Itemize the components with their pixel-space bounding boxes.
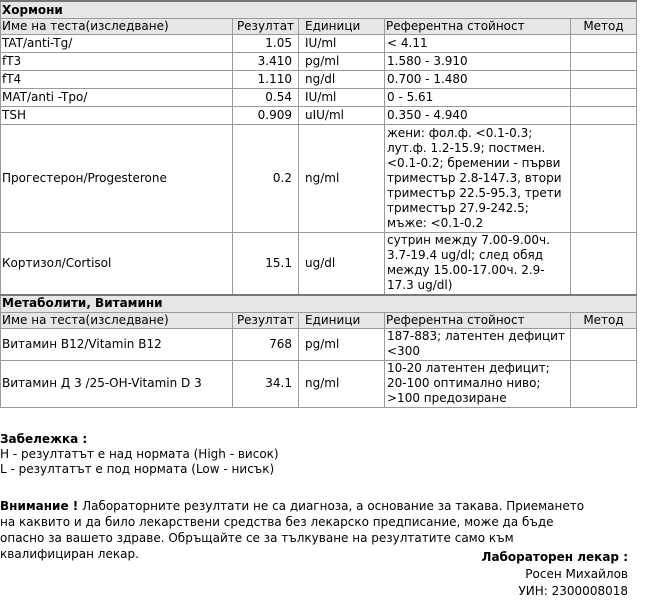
table-row <box>1 71 637 89</box>
note-block <box>0 432 640 477</box>
test-unit: pg/ml <box>299 53 385 71</box>
test-reference: 0.350 - 4.940 <box>385 107 571 125</box>
col-header-name: Име на теста(изследване) <box>1 312 233 328</box>
table-row <box>1 360 637 407</box>
test-result: 3.410 <box>233 53 299 71</box>
test-name: TSH <box>1 107 233 125</box>
test-method <box>571 233 637 295</box>
test-unit: IU/ml <box>299 35 385 53</box>
test-reference: 0.700 - 1.480 <box>385 71 571 89</box>
table-row <box>1 53 637 71</box>
test-unit: uIU/ml <box>299 107 385 125</box>
test-reference: < 4.11 <box>385 35 571 53</box>
test-result: 0.54 <box>233 89 299 107</box>
test-method <box>571 89 637 107</box>
test-name: fT3 <box>1 53 233 71</box>
note-low: L - резултатът е под нормата (Low - нисък) <box>0 462 275 476</box>
note-high: H - резултатът е над нормата (High - висок) <box>0 447 279 461</box>
table-row <box>1 125 637 233</box>
test-name: MAT/anti -Tpo/ <box>1 89 233 107</box>
test-unit: ng/ml <box>299 360 385 407</box>
test-result: 0.2 <box>233 125 299 233</box>
test-name: Кортизол/Cortisol <box>1 233 233 295</box>
section-title: Хормони <box>1 1 637 19</box>
test-reference: 187-883; латентен дефицит <300 <box>385 328 571 360</box>
col-header-unit: Единици <box>299 19 385 35</box>
col-header-ref: Референтна стойност <box>385 19 571 35</box>
test-unit: ng/ml <box>299 125 385 233</box>
test-result: 768 <box>233 328 299 360</box>
test-reference: 0 - 5.61 <box>385 89 571 107</box>
test-reference: сутрин между 7.00-9.00ч. 3.7-19.4 ug/dl; след обяд между 15.00-17.00ч. 2.9-17.3 ug/dl) <box>385 233 571 295</box>
table-row <box>1 233 637 295</box>
col-header-name: Име на теста(изследване) <box>1 19 233 35</box>
col-header-method: Метод <box>571 19 637 35</box>
test-unit: ng/dl <box>299 71 385 89</box>
test-method <box>571 360 637 407</box>
test-result: 34.1 <box>233 360 299 407</box>
warning-title: Внимание ! <box>0 499 79 513</box>
signature-title: Лабораторен лекар : <box>481 550 628 564</box>
doctor-name: Росен Михайлов <box>525 567 628 581</box>
test-reference: жени: фол.ф. <0.1-0.3; лут.ф. 1.2-15.9; постмен. <0.1-0.2; бремении - първи триместър 2.8-147.3, втори триместър 22.5-95.3, трети триместър 27.9-242.5; мъже: <0.1-0.2 <box>385 125 571 233</box>
table-row <box>1 107 637 125</box>
section-title: Метаболити, Витамини <box>1 295 637 313</box>
col-header-ref: Референтна стойност <box>385 312 571 328</box>
test-unit: IU/ml <box>299 89 385 107</box>
test-name: fT4 <box>1 71 233 89</box>
test-reference: 10-20 латентен дефицит; 20-100 оптимално ниво; >100 предозиране <box>385 360 571 407</box>
table-row <box>1 35 637 53</box>
signature-block <box>481 549 628 600</box>
col-header-unit: Единици <box>299 312 385 328</box>
test-name: TAT/anti-Tg/ <box>1 35 233 53</box>
test-method <box>571 328 637 360</box>
test-unit: ug/dl <box>299 233 385 295</box>
test-unit: pg/ml <box>299 328 385 360</box>
column-headers <box>1 312 637 328</box>
col-header-method: Метод <box>571 312 637 328</box>
col-header-result: Резултат <box>233 19 299 35</box>
test-method <box>571 53 637 71</box>
test-name: Прогестерон/Progesterone <box>1 125 233 233</box>
section-header <box>1 295 637 313</box>
test-result: 0.909 <box>233 107 299 125</box>
test-method <box>571 71 637 89</box>
test-name: Витамин Д 3 /25-OH-Vitamin D 3 <box>1 360 233 407</box>
test-name: Витамин B12/Vitamin B12 <box>1 328 233 360</box>
note-title: Забележка : <box>0 432 88 446</box>
test-result: 15.1 <box>233 233 299 295</box>
test-method <box>571 125 637 233</box>
test-method <box>571 107 637 125</box>
table-row <box>1 89 637 107</box>
test-result: 1.05 <box>233 35 299 53</box>
test-result: 1.110 <box>233 71 299 89</box>
column-headers <box>1 19 637 35</box>
col-header-result: Резултат <box>233 312 299 328</box>
warning-text: Лабораторните резултати не са диагноза, а основание за такава. Приемането на каквито и да било лекарствени средства без лекарско предписание, може да бъде опасно за вашето здраве. Обръщайте се за тълкуване на резултатите само към квалифициран лекар. <box>0 499 585 561</box>
test-reference: 1.580 - 3.910 <box>385 53 571 71</box>
table-row <box>1 328 637 360</box>
test-method <box>571 35 637 53</box>
doctor-uin: УИН: 2300008018 <box>518 584 628 598</box>
section-header <box>1 1 637 19</box>
